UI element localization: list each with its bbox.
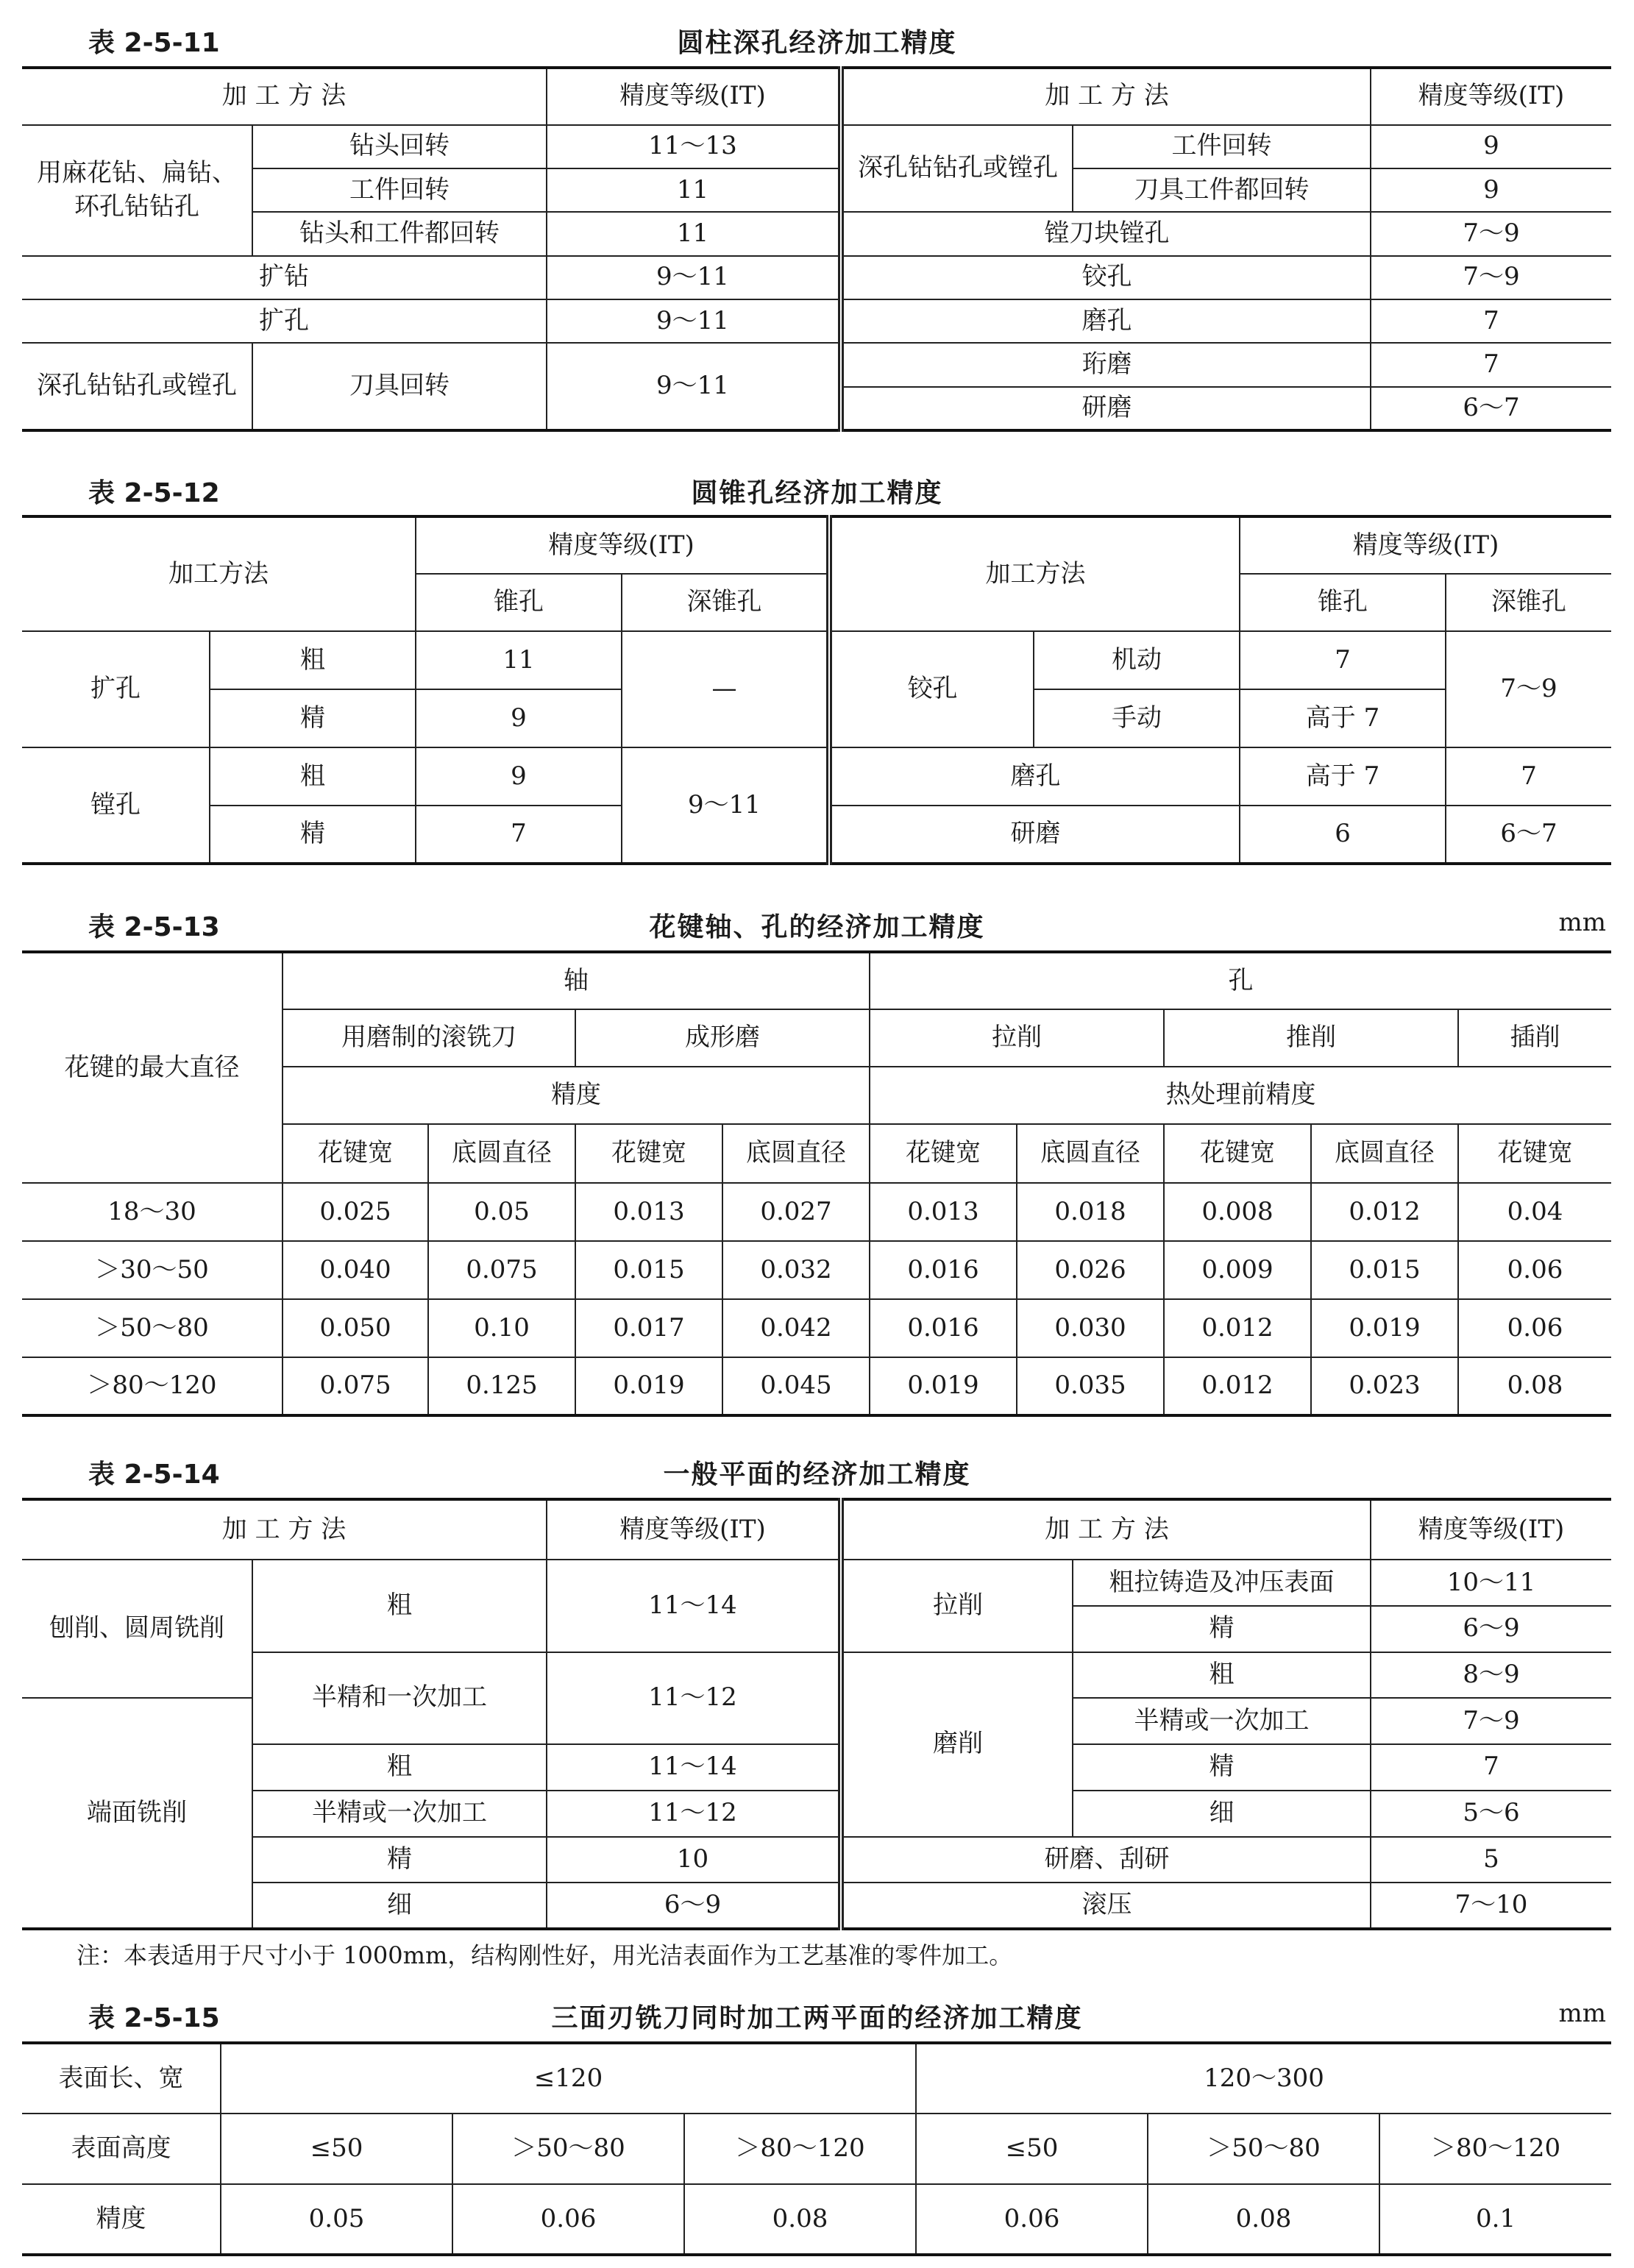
method-cell: 粗 bbox=[1073, 1652, 1371, 1699]
value-cell: 0.012 bbox=[1164, 1299, 1311, 1357]
method-cell: 珩磨 bbox=[841, 343, 1371, 386]
grade-cell: 9～11 bbox=[547, 256, 841, 299]
header-cone: 锥孔 bbox=[1240, 574, 1446, 631]
table-2-5-14 bbox=[22, 1498, 1611, 1930]
grade-cell: 8～9 bbox=[1371, 1652, 1611, 1699]
header-method: 加工方法 bbox=[22, 516, 416, 631]
method-cell: 研磨 bbox=[829, 806, 1240, 864]
method-cell: 磨孔 bbox=[841, 299, 1371, 343]
grade-cell: 9 bbox=[416, 689, 622, 747]
header-hob-cutter: 用磨制的滚铣刀 bbox=[283, 1009, 575, 1067]
table-title: 花键轴、孔的经济加工精度 bbox=[649, 912, 985, 942]
table-row bbox=[22, 1357, 1611, 1415]
header-spline-width: 花键宽 bbox=[575, 1124, 722, 1183]
grade-cell: 11～12 bbox=[547, 1791, 841, 1837]
precision-cell: 0.08 bbox=[1148, 2184, 1379, 2255]
header-shaft: 轴 bbox=[283, 952, 870, 1009]
method-cell: 精 bbox=[252, 1837, 547, 1883]
grade-cell: 7 bbox=[1371, 299, 1611, 343]
table-number: 表 2-5-12 bbox=[88, 478, 220, 508]
value-cell: 0.025 bbox=[283, 1183, 428, 1241]
method-cell: 细 bbox=[1073, 1791, 1371, 1837]
value-cell: 0.023 bbox=[1311, 1357, 1458, 1415]
grade-cell: 10 bbox=[547, 1837, 841, 1883]
value-cell: 0.030 bbox=[1017, 1299, 1164, 1357]
value-cell: 0.10 bbox=[428, 1299, 575, 1357]
header-broaching: 拉削 bbox=[870, 1009, 1164, 1067]
diameter-cell: ＞80～120 bbox=[22, 1357, 283, 1415]
height-cell: ＞50～80 bbox=[452, 2114, 684, 2184]
caption-2-5-13 bbox=[0, 899, 1634, 943]
value-cell: 0.040 bbox=[283, 1241, 428, 1299]
method-cell: 半精或一次加工 bbox=[1073, 1698, 1371, 1744]
diameter-cell: 18～30 bbox=[22, 1183, 283, 1241]
header-spline-width: 花键宽 bbox=[1164, 1124, 1311, 1183]
precision-cell: 0.05 bbox=[221, 2184, 452, 2255]
method-cell: 粗 bbox=[210, 747, 416, 806]
value-cell: 0.075 bbox=[428, 1241, 575, 1299]
table-number: 表 2-5-13 bbox=[88, 912, 220, 942]
table-2-5-15 bbox=[22, 2041, 1611, 2256]
method-cell: 工件回转 bbox=[1073, 125, 1371, 168]
value-cell: 0.015 bbox=[575, 1241, 722, 1299]
length-range-cell: ≤120 bbox=[221, 2043, 916, 2114]
diameter-cell: ＞30～50 bbox=[22, 1241, 283, 1299]
method-cell: 机动 bbox=[1034, 631, 1240, 689]
method-cell: 钻头回转 bbox=[252, 125, 547, 168]
height-cell: ＞80～120 bbox=[1379, 2114, 1611, 2184]
method-cell: 扩孔 bbox=[22, 299, 547, 343]
height-cell: ≤50 bbox=[221, 2114, 452, 2184]
value-cell: 0.016 bbox=[870, 1241, 1017, 1299]
header-grade: 精度等级(IT) bbox=[547, 1499, 841, 1560]
table-unit: mm bbox=[1558, 1999, 1606, 2028]
method-group: 拉削 bbox=[841, 1560, 1073, 1652]
method-cell: 刀具工件都回转 bbox=[1073, 168, 1371, 212]
grade-cell: 7 bbox=[1371, 343, 1611, 386]
grade-cell: 9～11 bbox=[622, 747, 829, 864]
method-cell: 粗 bbox=[252, 1744, 547, 1791]
header-method: 加 工 方 法 bbox=[841, 1499, 1371, 1560]
header-cone: 锥孔 bbox=[416, 574, 622, 631]
grade-cell: 7 bbox=[416, 806, 622, 864]
method-cell: 精 bbox=[210, 689, 416, 747]
method-cell: 细 bbox=[252, 1883, 547, 1929]
method-group: 刨削、圆周铣削 bbox=[22, 1560, 252, 1698]
value-cell: 0.075 bbox=[283, 1357, 428, 1415]
header-max-diameter: 花键的最大直径 bbox=[22, 952, 283, 1183]
header-pre-heat-treatment: 热处理前精度 bbox=[870, 1067, 1611, 1124]
method-group: 深孔钻钻孔或镗孔 bbox=[841, 125, 1073, 213]
length-range-cell: 120～300 bbox=[916, 2043, 1611, 2114]
method-group: 扩孔 bbox=[22, 631, 210, 747]
grade-cell: 7～9 bbox=[1371, 212, 1611, 255]
table-2-5-12 bbox=[22, 515, 1611, 865]
value-cell: 0.027 bbox=[722, 1183, 870, 1241]
grade-cell: 11 bbox=[547, 212, 841, 255]
header-deep-cone: 深锥孔 bbox=[622, 574, 829, 631]
value-cell: 0.019 bbox=[870, 1357, 1017, 1415]
method-group: 用麻花钻、扁钻、环孔钻钻孔 bbox=[22, 125, 252, 256]
header-root-diameter: 底圆直径 bbox=[1017, 1124, 1164, 1183]
value-cell: 0.013 bbox=[870, 1183, 1017, 1241]
header-grade: 精度等级(IT) bbox=[416, 516, 829, 574]
table-title: 圆锥孔经济加工精度 bbox=[691, 478, 943, 508]
table-unit: mm bbox=[1558, 908, 1606, 937]
caption-2-5-11 bbox=[0, 15, 1634, 59]
header-root-diameter: 底圆直径 bbox=[722, 1124, 870, 1183]
table-number: 表 2-5-14 bbox=[88, 1460, 220, 1490]
header-grade: 精度等级(IT) bbox=[1371, 1499, 1611, 1560]
value-cell: 0.045 bbox=[722, 1357, 870, 1415]
header-grade: 精度等级(IT) bbox=[1371, 68, 1611, 125]
method-cell: 铰孔 bbox=[841, 256, 1371, 299]
precision-cell: 0.1 bbox=[1379, 2184, 1611, 2255]
grade-cell: 9 bbox=[1371, 125, 1611, 168]
header-method: 加工方法 bbox=[829, 516, 1240, 631]
value-cell: 0.035 bbox=[1017, 1357, 1164, 1415]
value-cell: 0.125 bbox=[428, 1357, 575, 1415]
method-group: 端面铣削 bbox=[22, 1698, 252, 1929]
value-cell: 0.012 bbox=[1311, 1183, 1458, 1241]
table-row bbox=[22, 1241, 1611, 1299]
value-cell: 0.017 bbox=[575, 1299, 722, 1357]
method-group: 铰孔 bbox=[829, 631, 1034, 747]
method-group: 深孔钻钻孔或镗孔 bbox=[22, 343, 252, 430]
caption-2-5-12 bbox=[0, 465, 1634, 509]
table-title: 圆柱深孔经济加工精度 bbox=[677, 28, 957, 58]
value-cell: 0.019 bbox=[1311, 1299, 1458, 1357]
grade-cell: 5 bbox=[1371, 1837, 1611, 1883]
header-spline-width: 花键宽 bbox=[870, 1124, 1017, 1183]
method-cell: 精 bbox=[1073, 1744, 1371, 1791]
method-cell: 粗 bbox=[210, 631, 416, 689]
header-hole: 孔 bbox=[870, 952, 1611, 1009]
table-note: 注：本表适用于尺寸小于 1000mm，结构刚性好，用光洁表面作为工艺基准的零件加工。 bbox=[77, 1941, 1013, 1969]
grade-cell: 7 bbox=[1371, 1744, 1611, 1791]
value-cell: 0.08 bbox=[1458, 1357, 1611, 1415]
header-root-diameter: 底圆直径 bbox=[428, 1124, 575, 1183]
header-grade: 精度等级(IT) bbox=[547, 68, 841, 125]
value-cell: 0.019 bbox=[575, 1357, 722, 1415]
table-2-5-13 bbox=[22, 950, 1611, 1417]
diameter-cell: ＞50～80 bbox=[22, 1299, 283, 1357]
header-root-diameter: 底圆直径 bbox=[1311, 1124, 1458, 1183]
header-method: 加 工 方 法 bbox=[841, 68, 1371, 125]
height-cell: ＞50～80 bbox=[1148, 2114, 1379, 2184]
header-spline-width: 花键宽 bbox=[1458, 1124, 1611, 1183]
grade-cell: 10～11 bbox=[1371, 1560, 1611, 1606]
table-title: 三面刃铣刀同时加工两平面的经济加工精度 bbox=[551, 2003, 1083, 2033]
grade-cell: 9～11 bbox=[547, 299, 841, 343]
row-label-precision: 精度 bbox=[22, 2184, 221, 2255]
table-number: 表 2-5-11 bbox=[88, 28, 220, 58]
value-cell: 0.018 bbox=[1017, 1183, 1164, 1241]
precision-cell: 0.08 bbox=[684, 2184, 916, 2255]
method-cell: 钻头和工件都回转 bbox=[252, 212, 547, 255]
value-cell: 0.032 bbox=[722, 1241, 870, 1299]
value-cell: 0.009 bbox=[1164, 1241, 1311, 1299]
method-group: 磨削 bbox=[841, 1652, 1073, 1837]
grade-cell: 11～14 bbox=[547, 1744, 841, 1791]
table-row bbox=[22, 1183, 1611, 1241]
precision-cell: 0.06 bbox=[916, 2184, 1148, 2255]
method-cell: 扩钻 bbox=[22, 256, 547, 299]
header-method: 加 工 方 法 bbox=[22, 68, 547, 125]
grade-cell: 11 bbox=[547, 168, 841, 212]
method-cell: 精 bbox=[1073, 1606, 1371, 1652]
grade-cell: 7 bbox=[1240, 631, 1446, 689]
method-cell: 粗 bbox=[252, 1560, 547, 1652]
grade-cell: 11～12 bbox=[547, 1652, 841, 1744]
grade-cell: 7～10 bbox=[1371, 1883, 1611, 1929]
grade-cell: 6～7 bbox=[1446, 806, 1611, 864]
height-cell: ≤50 bbox=[916, 2114, 1148, 2184]
header-deep-cone: 深锥孔 bbox=[1446, 574, 1611, 631]
value-cell: 0.042 bbox=[722, 1299, 870, 1357]
method-cell: 半精和一次加工 bbox=[252, 1652, 547, 1744]
method-cell: 工件回转 bbox=[252, 168, 547, 212]
grade-cell: 9 bbox=[416, 747, 622, 806]
value-cell: 0.04 bbox=[1458, 1183, 1611, 1241]
header-push-broaching: 推削 bbox=[1164, 1009, 1458, 1067]
height-cell: ＞80～120 bbox=[684, 2114, 916, 2184]
value-cell: 0.026 bbox=[1017, 1241, 1164, 1299]
method-cell: 研磨、刮研 bbox=[841, 1837, 1371, 1883]
grade-cell: 6～9 bbox=[1371, 1606, 1611, 1652]
table-2-5-11 bbox=[22, 66, 1611, 432]
header-slotting: 插削 bbox=[1458, 1009, 1611, 1067]
grade-cell: — bbox=[622, 631, 829, 747]
value-cell: 0.013 bbox=[575, 1183, 722, 1241]
row-label-height: 表面高度 bbox=[22, 2114, 221, 2184]
method-cell: 镗刀块镗孔 bbox=[841, 212, 1371, 255]
grade-cell: 6～7 bbox=[1371, 387, 1611, 430]
method-cell: 半精或一次加工 bbox=[252, 1791, 547, 1837]
header-grade: 精度等级(IT) bbox=[1240, 516, 1611, 574]
table-title: 一般平面的经济加工精度 bbox=[663, 1460, 971, 1490]
grade-cell: 6 bbox=[1240, 806, 1446, 864]
grade-cell: 11～14 bbox=[547, 1560, 841, 1652]
method-cell: 刀具回转 bbox=[252, 343, 547, 430]
grade-cell: 11 bbox=[416, 631, 622, 689]
grade-cell: 高于 7 bbox=[1240, 747, 1446, 806]
caption-2-5-15 bbox=[0, 1990, 1634, 2034]
method-cell: 粗拉铸造及冲压表面 bbox=[1073, 1560, 1371, 1606]
grade-cell: 7～9 bbox=[1446, 631, 1611, 747]
grade-cell: 9～11 bbox=[547, 343, 841, 430]
header-spline-width: 花键宽 bbox=[283, 1124, 428, 1183]
value-cell: 0.015 bbox=[1311, 1241, 1458, 1299]
value-cell: 0.008 bbox=[1164, 1183, 1311, 1241]
header-precision: 精度 bbox=[283, 1067, 870, 1124]
grade-cell: 9 bbox=[1371, 168, 1611, 212]
value-cell: 0.06 bbox=[1458, 1241, 1611, 1299]
grade-cell: 7～9 bbox=[1371, 1698, 1611, 1744]
value-cell: 0.050 bbox=[283, 1299, 428, 1357]
grade-cell: 高于 7 bbox=[1240, 689, 1446, 747]
value-cell: 0.06 bbox=[1458, 1299, 1611, 1357]
method-cell: 手动 bbox=[1034, 689, 1240, 747]
grade-cell: 7 bbox=[1446, 747, 1611, 806]
grade-cell: 6～9 bbox=[547, 1883, 841, 1929]
value-cell: 0.05 bbox=[428, 1183, 575, 1241]
table-number: 表 2-5-15 bbox=[88, 2003, 220, 2033]
value-cell: 0.016 bbox=[870, 1299, 1017, 1357]
header-method: 加 工 方 法 bbox=[22, 1499, 547, 1560]
method-cell: 精 bbox=[210, 806, 416, 864]
caption-2-5-14 bbox=[0, 1446, 1634, 1490]
table-row bbox=[22, 1299, 1611, 1357]
value-cell: 0.012 bbox=[1164, 1357, 1311, 1415]
row-label-length-width: 表面长、宽 bbox=[22, 2043, 221, 2114]
grade-cell: 7～9 bbox=[1371, 256, 1611, 299]
header-form-grinding: 成形磨 bbox=[575, 1009, 870, 1067]
method-group: 镗孔 bbox=[22, 747, 210, 864]
method-cell: 滚压 bbox=[841, 1883, 1371, 1929]
precision-cell: 0.06 bbox=[452, 2184, 684, 2255]
method-cell: 磨孔 bbox=[829, 747, 1240, 806]
method-cell: 研磨 bbox=[841, 387, 1371, 430]
grade-cell: 11～13 bbox=[547, 125, 841, 168]
grade-cell: 5～6 bbox=[1371, 1791, 1611, 1837]
